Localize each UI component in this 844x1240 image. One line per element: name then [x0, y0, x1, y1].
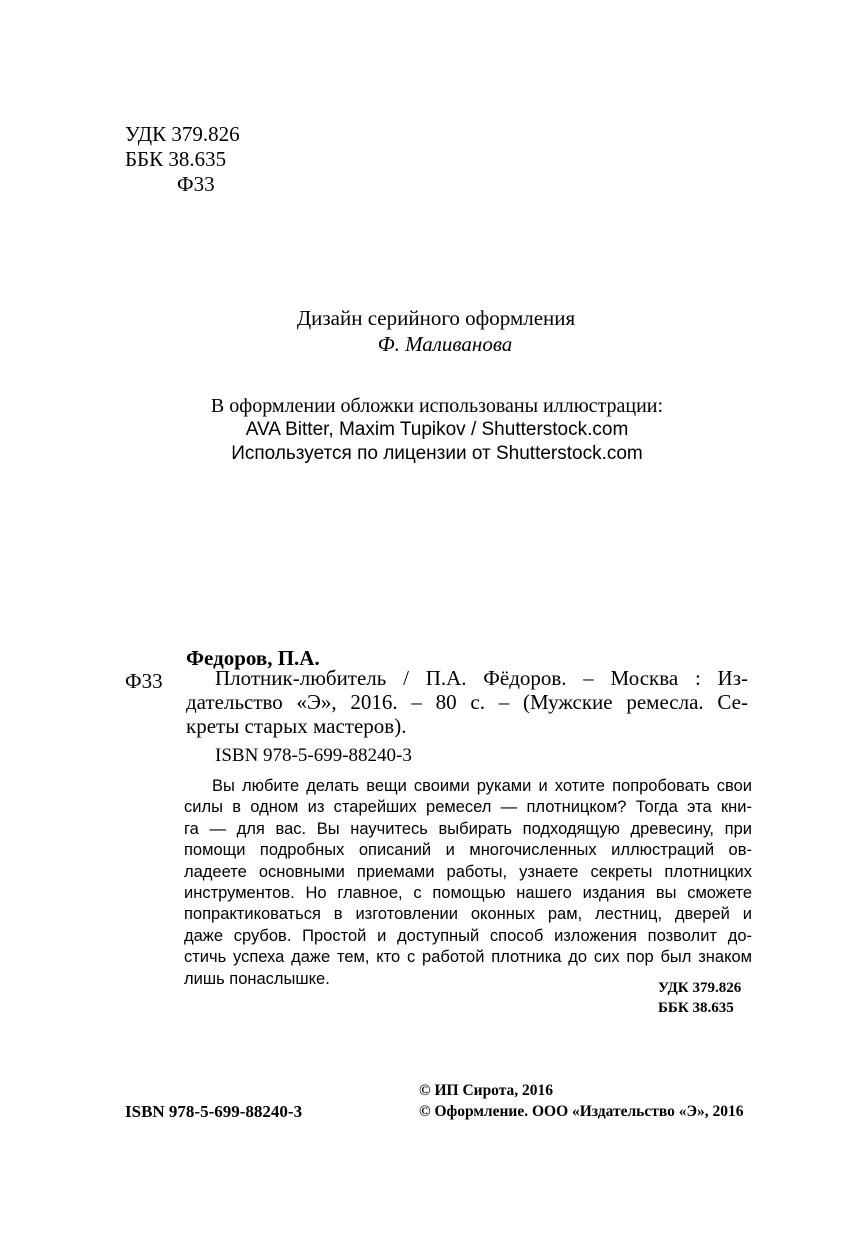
design-credit	[0, 305, 844, 357]
copyright-design: © Оформление. ООО «Издательство «Э», 2016	[419, 1103, 744, 1120]
annotation-line: инструментов. Но главное, с помощью нашего издания вы сможете	[184, 884, 752, 903]
author-heading: Федоров, П.А.	[186, 646, 320, 670]
bib-author-mark: Ф33	[125, 669, 163, 693]
annotation-line: Вы любите делать вещи своими руками и хотите попробовать свои	[212, 777, 752, 795]
bib-line: дательство «Э», 2016. – 80 с. – (Мужские ремесла. Се-	[186, 690, 748, 714]
bib-isbn: ISBN 978-5-699-88240-3	[215, 745, 412, 766]
bbk-code: ББК 38.635	[125, 147, 227, 171]
license-note: Используется по лицензии от Shutterstock.com	[231, 443, 643, 464]
annotation-line: стичь успеха даже тем, кто с работой плотника до сих пор был знаком	[184, 948, 752, 967]
illustration-credit-label: В оформлении обложки использованы иллюстрации:	[210, 395, 664, 417]
footer-isbn: ISBN 978-5-699-88240-3	[125, 1102, 303, 1121]
bib-description	[186, 666, 748, 738]
annotation-line: га — для вас. Вы научитесь выбирать подходящую древесину, при	[184, 819, 752, 838]
annotation-line: ладеете основными приемами работы, узнаете секреты плотницких	[184, 862, 752, 881]
annotation-line: силы в одном из старейших ремесел — плотницком? Тогда эта кни-	[184, 798, 752, 817]
annotation	[184, 776, 752, 990]
designer-name: Ф. Маливанова	[377, 332, 513, 356]
annotation-line: помощи подробных описаний и многочисленных иллюстраций ов-	[184, 841, 752, 860]
bib-line: Плотник-любитель / П.А. Фёдоров. – Москва : Из-	[215, 666, 748, 690]
bib-line: креты старых мастеров).	[186, 714, 407, 738]
design-credit-label: Дизайн серийного оформления	[296, 306, 576, 330]
author-mark: Ф33	[177, 172, 215, 196]
annotation-line: попрактиковаться в изготовлении оконных рам, лестниц, дверей и	[184, 905, 752, 924]
illustration-authors: AVA Bitter, Maxim Tupikov / Shutterstock.com	[245, 419, 629, 440]
annotation-bbk: ББК 38.635	[658, 1000, 734, 1016]
illustration-credit	[0, 394, 844, 466]
copyright-author: © ИП Сирота, 2016	[419, 1082, 554, 1099]
udk-code: УДК 379.826	[125, 122, 240, 146]
annotation-udk: УДК 379.826	[658, 980, 742, 996]
annotation-line: лишь понаслышке.	[184, 969, 330, 988]
annotation-line: даже срубов. Простой и доступный способ изложения позволит до-	[184, 926, 752, 945]
